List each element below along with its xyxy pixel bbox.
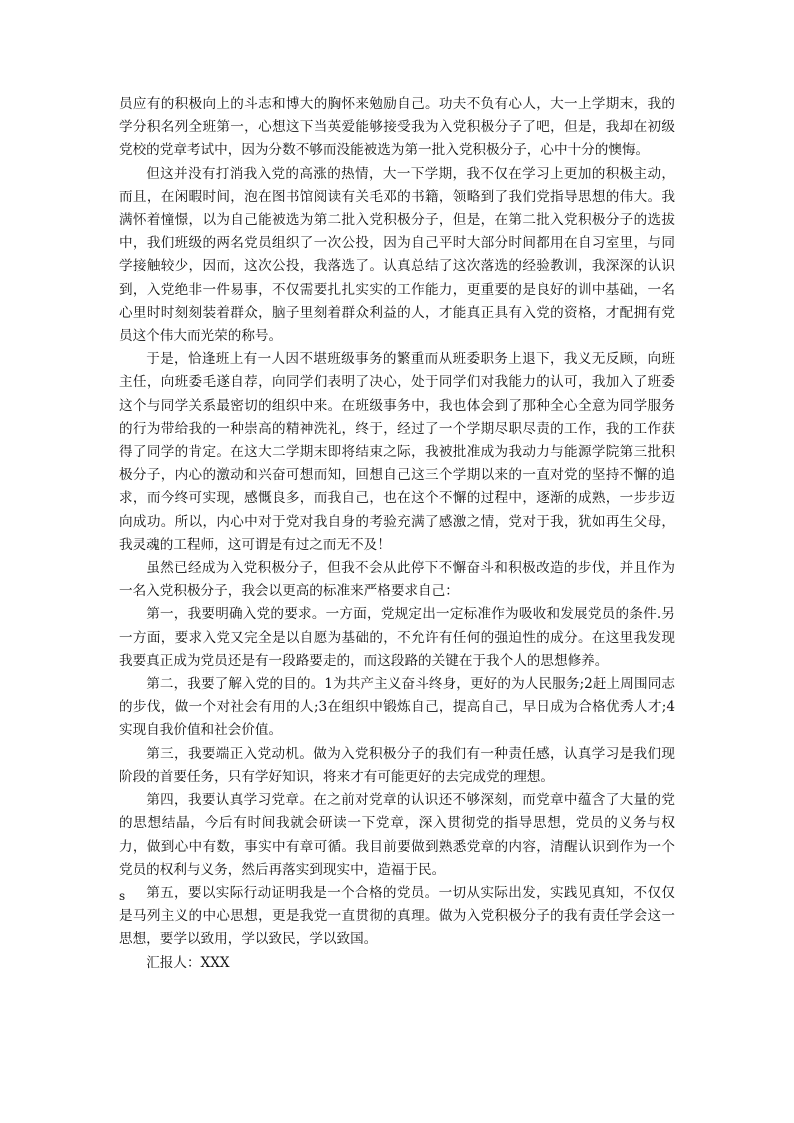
paragraph-4: 虽然已经成为入党积极分子，但我不会从此停下不懈奋斗和积极改造的步伐，并且作为一名入党积极分子，我会以更高的标准来严格要求自己： [119, 560, 675, 600]
signature: 汇报人：XXX [146, 954, 230, 971]
document-body [119, 93, 675, 975]
paragraph-7: 第三，我要端正入党动机。做为入党积极分子的我们有一种责任感，认真学习是我们现阶段的首要任务，只有学好知识，将来才有可能更好的去完成党的理想。 [119, 745, 675, 785]
paragraph-2: 但这并没有打消我入党的高涨的热情，大一下学期，我不仅在学习上更加的积极主动，而且，在闲暇时间，泡在图书馆阅读有关毛邓的书籍，领略到了我们党指导思想的伟大。我满怀着憧憬，以为自己能被选为第二批入党积极分子，但是，在第二批入党积极分子的选拔中，我们班级的两名党员组织了一次公投，因为自己平时大部分时间都用在自习室里，与同学接触较少，因而，这次公投，我落选了。认真总结了这次落选的经验教训，我深深的认识到，入党绝非一件易事，不仅需要扎扎实实的工作能力，更重要的是良好的训中基础，一名心里时时刻刻装着群众，脑子里刻着群众利益的人，才能真正具有入党的资格，才配拥有党员这个伟大而光荣的称号。 [119, 165, 675, 345]
paragraph-8: 第四，我要认真学习党章。在之前对党章的认识还不够深刻，而党章中蕴含了大量的党的思想结晶，今后有时间我就会研读一下党章，深入贯彻党的指导思想，党员的义务与权力，做到心中有数，事实中有章可循。我目前要做到熟悉党章的内容，清醒认识到作为一个党员的权利与义务，然后再落实到现实中，造福于民。 [119, 792, 675, 878]
paragraph-5: 第一，我要明确入党的要求。一方面，党规定出一定标准作为吸收和发展党员的条件.另一方面，要求入党又完全是以自愿为基础的，不允许有任何的强迫性的成分。在这里我发现我要真正成为党员还是有一段路要走的，而这段路的关键在于我个人的思想修养。 [119, 606, 675, 669]
stray-mark: s [119, 889, 126, 903]
paragraph-1: 员应有的积极向上的斗志和博大的胸怀来勉励自己。功夫不负有心人，大一上学期末，我的学分积名列全班第一，心想这下当英爱能够接受我为入党积极分子了吧，但是，我却在初级党校的党章考试中，因为分数不够而没能被选为第一批入党积极分子，心中十分的懊悔。 [119, 96, 675, 159]
paragraph-9: 第五，要以实际行动证明我是一个合格的党员。一切从实际出发，实践见真知，不仅仅是马列主义的中心思想，更是我党一直贯彻的真理。做为入党积极分子的我有责任学会这一思想，要学以致用，学以致民，学以致国。 [119, 884, 675, 948]
paragraph-6: 第二，我要了解入党的目的。1为共产主义奋斗终身，更好的为人民服务;2赶上周围同志的步伐，做一个对社会有用的人;3在组织中锻炼自己，提高自己，早日成为合格优秀人才;4实现自我价值和社会价值。 [119, 676, 675, 739]
paragraph-3: 于是，恰逢班上有一人因不堪班级事务的繁重而从班委职务上退下，我义无反顾，向班主任，向班委毛遂自荐，向同学们表明了决心，处于同学们对我能力的认可，我加入了班委这个与同学关系最密切的组织中来。在班级事务中，我也体会到了那种全心全意为同学服务的行为带给我的一种崇高的精神洗礼，终于，经过了一个学期尽职尽责的工作，我的工作获得了同学的肯定。在这大二学期末即将结束之际，我被批准成为我动力与能源学院第三批积极分子，内心的激动和兴奋可想而知，回想自己这三个学期以来的一直对党的坚持不懈的追求，而今终可实现，感慨良多，而我自己，也在这个不懈的过程中，逐渐的成熟，一步步迈向成功。所以，内心中对于党对我自身的考验充满了感激之情，党对于我，犹如再生父母，我灵魂的工程师，这可谓是有过之而无不及！ [119, 351, 675, 553]
